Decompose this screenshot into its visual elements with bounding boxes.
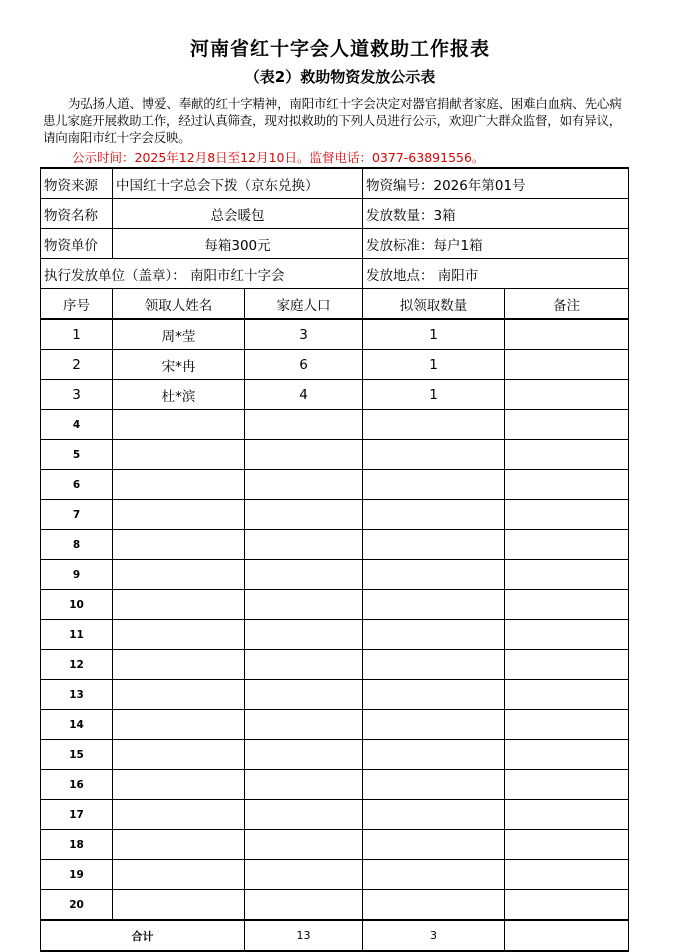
cell-note (505, 800, 629, 830)
cell-no: 7 (41, 500, 113, 530)
cell-name (113, 470, 245, 500)
table-row (41, 620, 629, 650)
cell-no: 15 (41, 740, 113, 770)
cell-note (505, 319, 629, 350)
cell-qty (363, 560, 505, 590)
table-row (41, 740, 629, 770)
source-value: 中国红十字总会下拨（京东兑换） (113, 168, 363, 199)
cell-no: 4 (41, 410, 113, 440)
cell-name (113, 770, 245, 800)
cell-qty (363, 770, 505, 800)
cell-no: 14 (41, 710, 113, 740)
distribution-table (40, 167, 629, 952)
report-subtitle: （表2）救助物资发放公示表 (244, 68, 436, 86)
cell-qty (363, 740, 505, 770)
cell-note (505, 830, 629, 860)
cell-name (113, 590, 245, 620)
cell-name: 周*莹 (113, 319, 245, 350)
table-row (41, 680, 629, 710)
info-row-unit (41, 259, 629, 289)
material-name-label: 物资名称 (41, 199, 113, 229)
cell-name (113, 860, 245, 890)
cell-qty (363, 590, 505, 620)
table-row (41, 650, 629, 680)
cell-family (245, 650, 363, 680)
cell-name (113, 710, 245, 740)
table-row (41, 560, 629, 590)
cell-note (505, 410, 629, 440)
cell-qty (363, 470, 505, 500)
info-row-name (41, 199, 629, 229)
cell-no: 16 (41, 770, 113, 800)
cell-name (113, 410, 245, 440)
table-row (41, 590, 629, 620)
table-row (41, 410, 629, 440)
distribution-location: 发放地点： 南阳市 (363, 259, 629, 289)
cell-name (113, 830, 245, 860)
material-code: 物资编号：2026年第01号 (363, 168, 629, 199)
cell-qty: 1 (363, 380, 505, 410)
header-no: 序号 (41, 289, 113, 320)
unit-price-value: 每箱300元 (113, 229, 363, 259)
table-row (41, 800, 629, 830)
cell-name (113, 530, 245, 560)
cell-qty (363, 680, 505, 710)
cell-name (113, 500, 245, 530)
header-name: 领取人姓名 (113, 289, 245, 320)
cell-note (505, 620, 629, 650)
cell-qty (363, 830, 505, 860)
cell-name (113, 800, 245, 830)
table-row (41, 530, 629, 560)
cell-no: 11 (41, 620, 113, 650)
cell-no: 6 (41, 470, 113, 500)
cell-name (113, 890, 245, 921)
cell-no: 1 (41, 319, 113, 350)
quantity-text: 发放数量：3箱 (363, 199, 629, 229)
cell-name (113, 620, 245, 650)
header-family: 家庭人口 (245, 289, 363, 320)
cell-note (505, 860, 629, 890)
cell-family (245, 560, 363, 590)
table-row (41, 319, 629, 350)
total-note (505, 920, 629, 951)
table-row (41, 710, 629, 740)
cell-family (245, 500, 363, 530)
cell-note (505, 770, 629, 800)
cell-family: 3 (245, 319, 363, 350)
cell-note (505, 740, 629, 770)
cell-qty (363, 410, 505, 440)
executing-unit: 执行发放单位（盖章）： 南阳市红十字会 (41, 259, 363, 289)
cell-name (113, 740, 245, 770)
cell-name (113, 680, 245, 710)
cell-qty: 1 (363, 350, 505, 380)
cell-note (505, 350, 629, 380)
total-family: 13 (245, 920, 363, 951)
cell-family: 6 (245, 350, 363, 380)
cell-family (245, 440, 363, 470)
cell-note (505, 440, 629, 470)
cell-note (505, 680, 629, 710)
cell-note (505, 380, 629, 410)
cell-qty (363, 710, 505, 740)
cell-no: 2 (41, 350, 113, 380)
cell-no: 10 (41, 590, 113, 620)
cell-no: 19 (41, 860, 113, 890)
unit-price-label: 物资单价 (41, 229, 113, 259)
total-row (41, 920, 629, 951)
cell-family (245, 890, 363, 921)
table-row (41, 860, 629, 890)
cell-family (245, 800, 363, 830)
total-label: 合计 (41, 920, 245, 951)
cell-note (505, 530, 629, 560)
cell-qty (363, 530, 505, 560)
cell-family (245, 680, 363, 710)
cell-name (113, 560, 245, 590)
cell-no: 8 (41, 530, 113, 560)
cell-family (245, 470, 363, 500)
cell-family (245, 830, 363, 860)
cell-qty: 1 (363, 319, 505, 350)
cell-family (245, 410, 363, 440)
notice-line: 公示时间：2025年12月8日至12月10日。监督电话：0377-63891556。 (72, 150, 485, 165)
header-note: 备注 (505, 289, 629, 320)
cell-no: 18 (41, 830, 113, 860)
report-title: 河南省红十字会人道救助工作报表 (189, 38, 490, 60)
source-label: 物资来源 (41, 168, 113, 199)
cell-family (245, 770, 363, 800)
cell-name: 杜*滨 (113, 380, 245, 410)
total-quantity: 3 (363, 920, 505, 951)
cell-name (113, 650, 245, 680)
cell-note (505, 890, 629, 921)
cell-family (245, 710, 363, 740)
cell-family (245, 620, 363, 650)
cell-qty (363, 650, 505, 680)
table-row (41, 440, 629, 470)
cell-no: 20 (41, 890, 113, 921)
cell-note (505, 590, 629, 620)
cell-no: 13 (41, 680, 113, 710)
cell-qty (363, 800, 505, 830)
table-row (41, 890, 629, 921)
table-row (41, 350, 629, 380)
table-row (41, 500, 629, 530)
cell-no: 3 (41, 380, 113, 410)
cell-no: 9 (41, 560, 113, 590)
material-name-value: 总会暖包 (113, 199, 363, 229)
header-quantity: 拟领取数量 (363, 289, 505, 320)
cell-note (505, 560, 629, 590)
column-headers (41, 289, 629, 320)
cell-qty (363, 620, 505, 650)
info-row-price (41, 229, 629, 259)
table-row (41, 380, 629, 410)
cell-qty (363, 890, 505, 921)
standard-text: 发放标准：每户1箱 (363, 229, 629, 259)
table-row (41, 770, 629, 800)
cell-family (245, 530, 363, 560)
cell-qty (363, 500, 505, 530)
table-row (41, 470, 629, 500)
cell-note (505, 470, 629, 500)
cell-name: 宋*冉 (113, 350, 245, 380)
intro-paragraph: 为弘扬人道、博爱、奉献的红十字精神，南阳市红十字会决定对器官捐献者家庭、困难白血病、先心病患儿家庭开展救助工作，经过认真筛查，现对拟救助的下列人员进行公示，欢迎广大群众监督，如有异议，请向南阳市红十字会反映。 (43, 96, 622, 145)
table-row (41, 830, 629, 860)
cell-note (505, 650, 629, 680)
cell-family (245, 590, 363, 620)
cell-no: 12 (41, 650, 113, 680)
cell-qty (363, 440, 505, 470)
cell-no: 17 (41, 800, 113, 830)
cell-qty (363, 860, 505, 890)
cell-name (113, 440, 245, 470)
cell-family (245, 860, 363, 890)
cell-family (245, 740, 363, 770)
info-row-source (41, 168, 629, 199)
cell-family: 4 (245, 380, 363, 410)
cell-note (505, 500, 629, 530)
cell-no: 5 (41, 440, 113, 470)
cell-note (505, 710, 629, 740)
